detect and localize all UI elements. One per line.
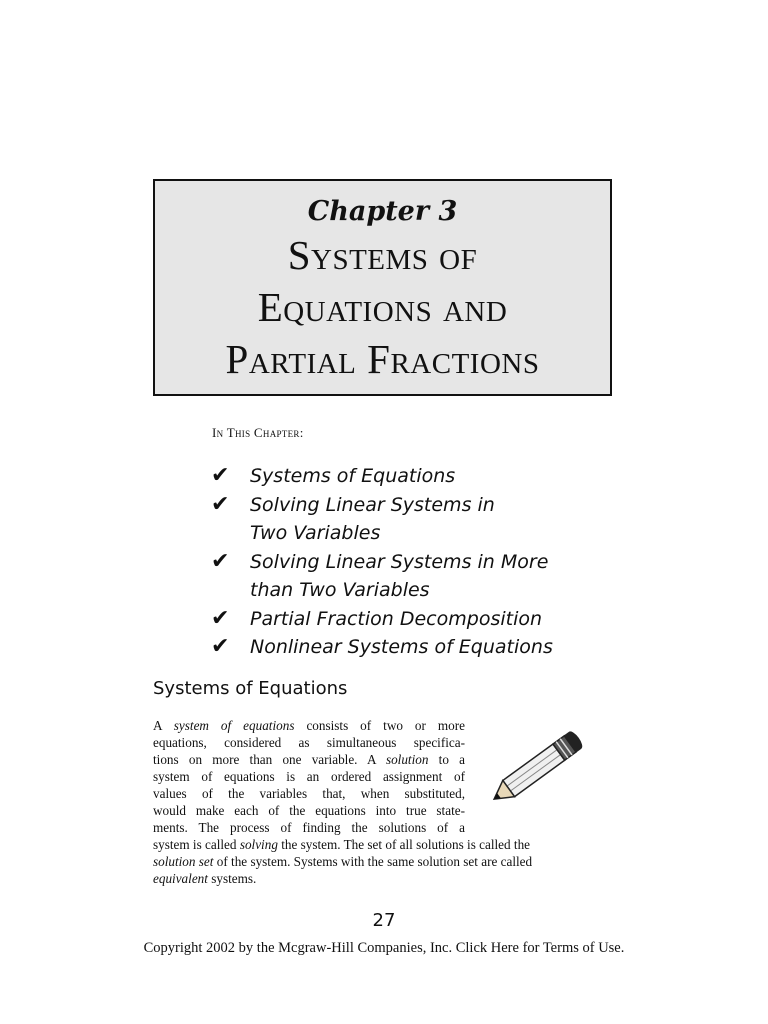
copyright-notice: Copyright 2002 by the Mcgraw-Hill Companies, Inc. Click Here for Terms of Use. (143, 940, 625, 956)
checkmark-icon: ✔ (211, 548, 230, 574)
topic-item (211, 605, 610, 634)
italic-term: equivalent (153, 871, 208, 886)
topic-item-text: Solving Linear Systems in (250, 493, 495, 516)
italic-term: solving (239, 837, 278, 852)
chapter-label: Chapter 3 (307, 196, 458, 227)
paragraph-line: system of equations is an ordered assignment of (153, 769, 465, 784)
page-number: 27 (372, 910, 396, 931)
paragraph-line: equivalent systems. (153, 871, 257, 886)
checkmark-icon: ✔ (211, 491, 230, 517)
topic-item (211, 633, 610, 662)
italic-term: solution set (153, 854, 214, 869)
chapter-title-line: Partial Fractions (225, 336, 540, 382)
topic-item (211, 462, 610, 491)
italic-term: solution (385, 752, 429, 767)
topic-item (211, 548, 610, 605)
paragraph-line: solution set of the system. Systems with the same solution set are called (153, 854, 533, 869)
checkmark-icon: ✔ (211, 634, 230, 659)
paragraph-line: equations, considered as simultaneous specifica- (153, 735, 465, 750)
topic-item-text: Two Variables (250, 522, 381, 544)
italic-term: system of equations (173, 718, 295, 733)
pencil-icon (482, 728, 592, 808)
paragraph-line: system is called solving the system. The set of all solutions is called the (153, 837, 531, 852)
checkmark-icon: ✔ (211, 463, 230, 488)
topic-item-text: Systems of Equations (250, 465, 456, 487)
in-this-chapter-label: In This Chapter: (212, 425, 304, 440)
topic-item-text: Solving Linear Systems in More (250, 550, 549, 573)
topic-item-text: than Two Variables (250, 579, 430, 601)
chapter-title (155, 229, 610, 385)
paragraph-line: would make each of the equations into true state- (153, 803, 465, 818)
paragraph-line: tions on more than one variable. A solution to a (153, 752, 465, 767)
paragraph-line: ments. The process of finding the solutions of a (153, 820, 465, 835)
topic-item-text: Partial Fraction Decomposition (250, 607, 543, 630)
paragraph-line: A system of equations consists of two or more (153, 718, 465, 733)
checkmark-icon: ✔ (211, 605, 230, 631)
chapter-title-line: Equations and (257, 284, 508, 330)
topic-item-text: Nonlinear Systems of Equations (250, 636, 553, 658)
chapter-title-line: Systems of (287, 232, 478, 278)
paragraph-line: values of the variables that, when substituted, (153, 786, 465, 801)
section-heading: Systems of Equations (153, 678, 348, 699)
topic-item (211, 491, 610, 548)
chapter-title-box (153, 179, 612, 396)
chapter-topics-list (211, 462, 610, 662)
